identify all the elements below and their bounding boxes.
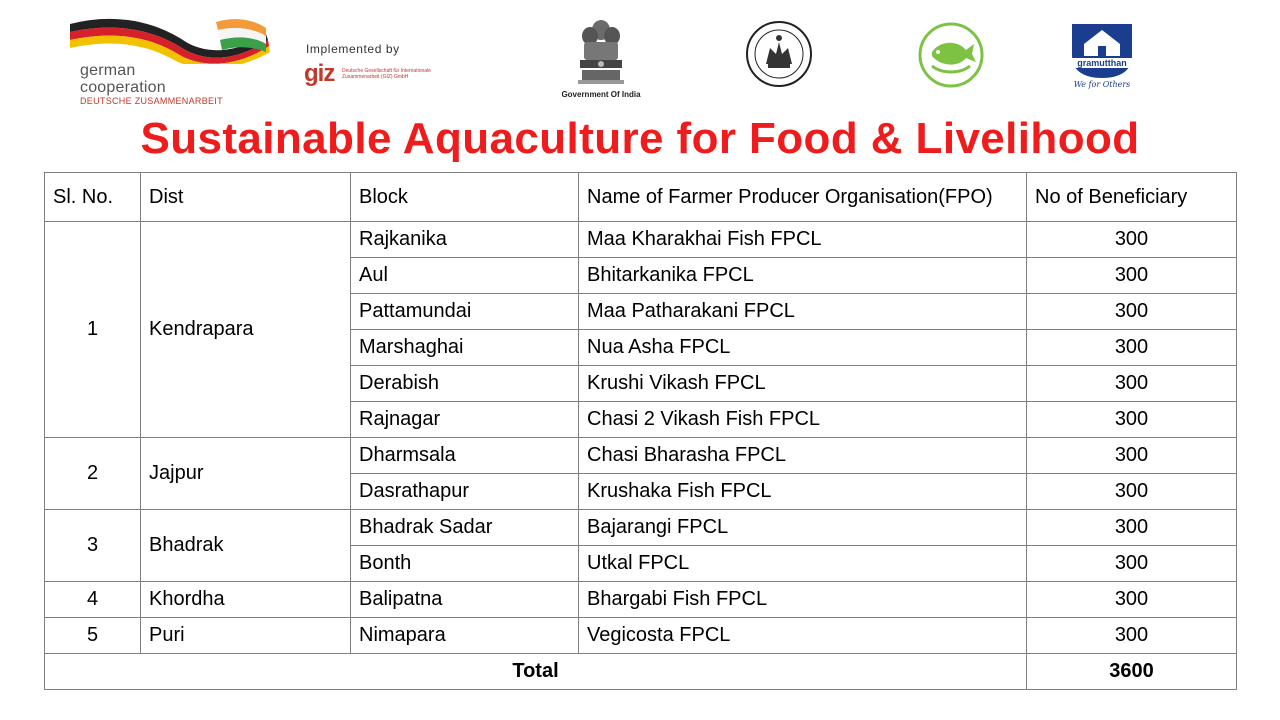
dist-cell: Jajpur: [141, 438, 351, 510]
total-label: Total: [45, 654, 1027, 690]
table-body: [45, 222, 1237, 654]
block-cell: Dasrathapur: [351, 474, 579, 510]
dist-cell: Kendrapara: [141, 222, 351, 438]
fpo-name-cell: Vegicosta FPCL: [579, 618, 1027, 654]
gram-utthan-icon: [1062, 16, 1142, 80]
total-value: 3600: [1027, 654, 1237, 690]
giz-logo: [302, 40, 432, 90]
fpo-name-cell: Utkal FPCL: [579, 546, 1027, 582]
government-of-india-caption: Government Of India: [561, 90, 641, 99]
fpo-name-cell: Nua Asha FPCL: [579, 330, 1027, 366]
beneficiary-cell: 300: [1027, 546, 1237, 582]
beneficiary-cell: 300: [1027, 222, 1237, 258]
fish-icon: [918, 22, 984, 88]
svg-text:gramutthan: gramutthan: [1077, 58, 1127, 68]
german-cooperation-logo: [66, 14, 276, 110]
header-block: Block: [351, 173, 579, 222]
sl-no-cell: 4: [45, 582, 141, 618]
block-cell: Aul: [351, 258, 579, 294]
beneficiary-cell: 300: [1027, 618, 1237, 654]
block-cell: Marshaghai: [351, 330, 579, 366]
odisha-emblem-logo: [744, 18, 814, 90]
fpo-name-cell: Bajarangi FPCL: [579, 510, 1027, 546]
ashoka-emblem-icon: [556, 16, 646, 88]
beneficiary-cell: 300: [1027, 474, 1237, 510]
header-fpo-name: Name of Farmer Producer Organisation(FPO): [579, 173, 1027, 222]
fpo-name-cell: Chasi Bharasha FPCL: [579, 438, 1027, 474]
table-row: [45, 510, 1237, 546]
block-cell: Pattamundai: [351, 294, 579, 330]
header-beneficiary: No of Beneficiary: [1027, 173, 1237, 222]
government-of-india-logo: [556, 16, 646, 102]
table-row: [45, 618, 1237, 654]
giz-fullname-text: Deutsche Gesellschaft für Internationale Zusammenarbeit (GIZ) GmbH: [342, 68, 431, 80]
fpo-name-cell: Krushaka Fish FPCL: [579, 474, 1027, 510]
table-row: [45, 438, 1237, 474]
german-flag-ribbon-icon: [66, 14, 276, 64]
implemented-by-text: Implemented by: [306, 42, 400, 56]
beneficiary-cell: 300: [1027, 510, 1237, 546]
block-cell: Bonth: [351, 546, 579, 582]
beneficiary-cell: 300: [1027, 258, 1237, 294]
gram-utthan-logo: [1062, 16, 1142, 96]
total-row: [45, 654, 1237, 690]
giz-wordmark: giz: [304, 60, 335, 87]
dist-cell: Khordha: [141, 582, 351, 618]
beneficiary-cell: 300: [1027, 402, 1237, 438]
odisha-seal-icon: [744, 18, 814, 90]
fpo-name-cell: Chasi 2 Vikash Fish FPCL: [579, 402, 1027, 438]
fish-logo: [918, 22, 984, 88]
fpo-name-cell: Maa Kharakhai Fish FPCL: [579, 222, 1027, 258]
beneficiary-cell: 300: [1027, 366, 1237, 402]
table-header-row: [45, 173, 1237, 222]
beneficiary-cell: 300: [1027, 582, 1237, 618]
block-cell: Rajnagar: [351, 402, 579, 438]
table-row: [45, 222, 1237, 258]
block-cell: Dharmsala: [351, 438, 579, 474]
block-cell: Rajkanika: [351, 222, 579, 258]
sl-no-cell: 2: [45, 438, 141, 510]
fpo-table: [44, 172, 1237, 690]
deutsche-zusammenarbeit-text: DEUTSCHE ZUSAMMENARBEIT: [80, 96, 223, 106]
page-title: Sustainable Aquaculture for Food & Livelihood: [140, 114, 1140, 163]
sl-no-cell: 5: [45, 618, 141, 654]
fpo-name-cell: Maa Patharakani FPCL: [579, 294, 1027, 330]
dist-cell: Puri: [141, 618, 351, 654]
block-cell: Derabish: [351, 366, 579, 402]
dist-cell: Bhadrak: [141, 510, 351, 582]
beneficiary-cell: 300: [1027, 438, 1237, 474]
sl-no-cell: 3: [45, 510, 141, 582]
block-cell: Balipatna: [351, 582, 579, 618]
we-for-others-tagline: We for Others: [1073, 80, 1131, 89]
fpo-name-cell: Bhitarkanika FPCL: [579, 258, 1027, 294]
fpo-name-cell: Krushi Vikash FPCL: [579, 366, 1027, 402]
german-text: german: [80, 62, 136, 79]
block-cell: Bhadrak Sadar: [351, 510, 579, 546]
fpo-name-cell: Bhargabi Fish FPCL: [579, 582, 1027, 618]
sl-no-cell: 1: [45, 222, 141, 438]
cooperation-text: cooperation: [80, 79, 166, 96]
header-dist: Dist: [141, 173, 351, 222]
logo-strip: [0, 0, 1280, 112]
beneficiary-cell: 300: [1027, 330, 1237, 366]
table-row: [45, 582, 1237, 618]
header-sl-no: Sl. No.: [45, 173, 141, 222]
block-cell: Nimapara: [351, 618, 579, 654]
beneficiary-cell: 300: [1027, 294, 1237, 330]
